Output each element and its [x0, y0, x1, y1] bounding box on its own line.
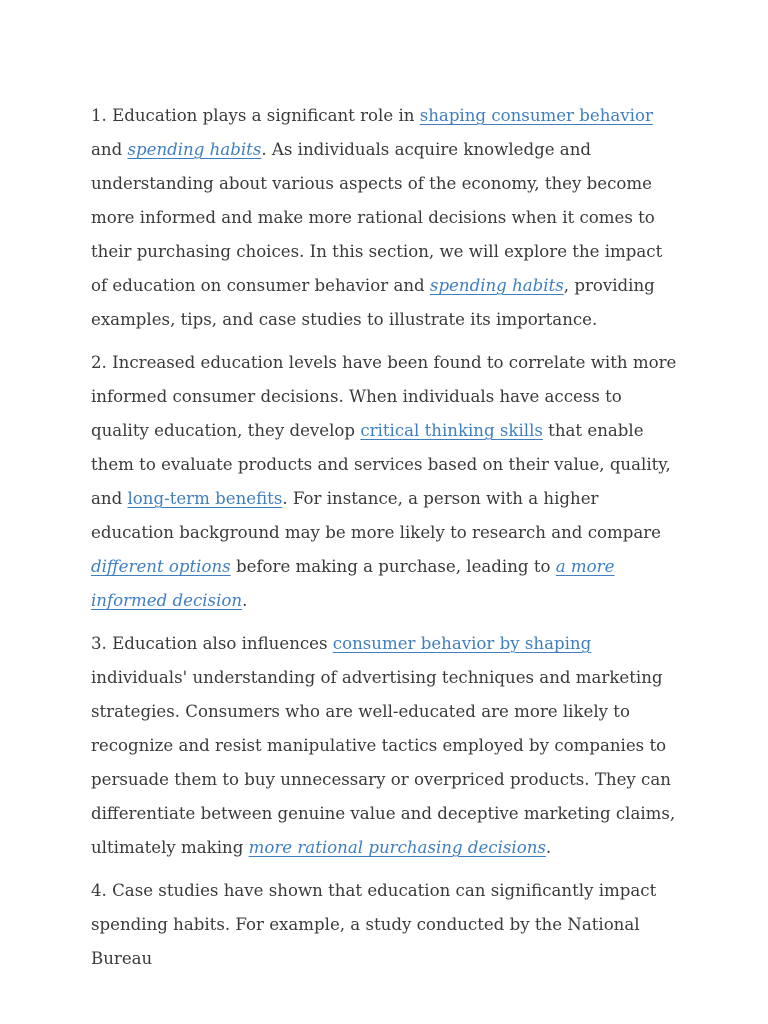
paragraph-text: and: [91, 140, 128, 159]
paragraph-2: [91, 346, 683, 618]
link-spending-habits[interactable]: spending habits: [127, 140, 262, 159]
link-critical-thinking-skills[interactable]: critical thinking skills: [360, 421, 543, 440]
link-different-options[interactable]: different options: [91, 557, 231, 576]
paragraph-4: [91, 874, 683, 976]
link-shaping-consumer-behavior[interactable]: shaping consumer behavior: [419, 106, 653, 125]
paragraph-1: [91, 99, 683, 337]
paragraph-text: 4. Case studies have shown that education can significantly impact spending habits. For example, a study conducted by the National Bureau: [91, 881, 657, 968]
paragraph-text: , providing examples, tips, and case studies to illustrate its importance.: [91, 276, 655, 329]
paragraph-text: 3. Education also influences: [91, 634, 333, 653]
paragraph-text: . For instance, a person with a higher education background may be more likely to research and compare: [91, 489, 661, 542]
link-long-term-benefits[interactable]: long-term benefits: [127, 489, 283, 508]
paragraph-text: 1. Education plays a significant role in: [91, 106, 420, 125]
link-spending-habits[interactable]: spending habits: [429, 276, 564, 295]
paragraph-text: .: [242, 591, 248, 610]
paragraph-text: . As individuals acquire knowledge and understanding about various aspects of the economy, they become more informed and make more rational decisions when it comes to their purchasing choices. In this section, we will explore the impact of education on consumer behavior and: [91, 140, 663, 295]
link-informed-decision[interactable]: a more informed decision: [91, 557, 615, 610]
link-consumer-behavior-by-shaping[interactable]: consumer behavior by shaping: [332, 634, 592, 653]
link-rational-purchasing-decisions[interactable]: more rational purchasing decisions: [248, 838, 546, 857]
paragraph-text: 2. Increased education levels have been found to correlate with more informed consumer decisions. When individuals have access to quality education, they develop: [91, 353, 677, 440]
document-body: [91, 99, 683, 985]
paragraph-text: individuals' understanding of advertising techniques and marketing strategies. Consumers who are well-educated are more likely to recognize and resist manipulative tactics employed by companies to persuade them to buy unnecessary or overpriced products. They can differentiate between genuine value and deceptive marketing claims, ultimately making: [91, 668, 676, 857]
paragraph-text: that enable them to evaluate products and services based on their value, quality, and: [91, 421, 671, 508]
paragraph-3: [91, 627, 683, 865]
paragraph-text: before making a purchase, leading to: [230, 557, 556, 576]
paragraph-text: .: [545, 838, 552, 857]
